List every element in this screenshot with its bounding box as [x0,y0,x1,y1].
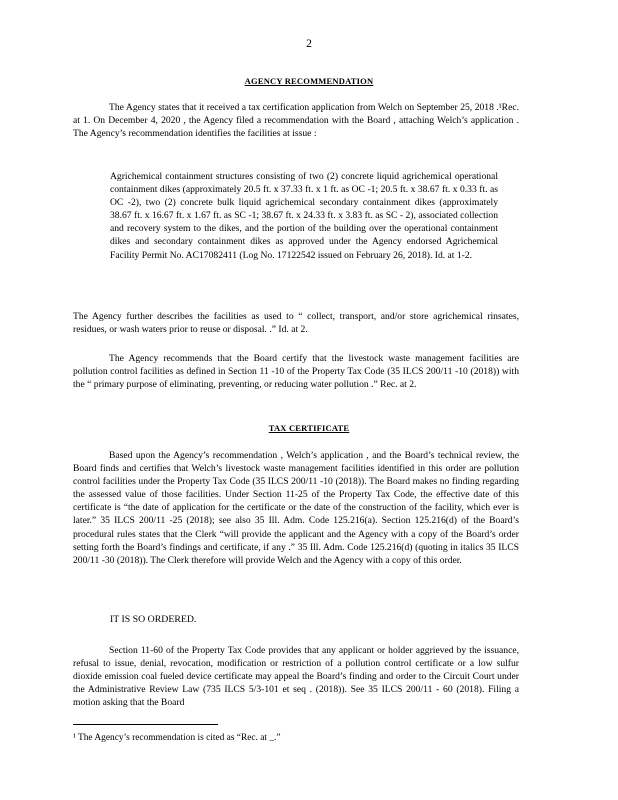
footnote: ¹ The Agency’s recommendation is cited as “Rec. at _.” [73,733,281,743]
paragraph-agency-further-describes: The Agency further describes the facilities as used to “ collect, transport, and/or store agrichemical rinsates, residues, or wash waters prior to reuse or disposal. .” Id. at 2. [73,311,519,336]
paragraph-agency-received: The Agency states that it received a tax certification application from Welch on September 25, 2018 .¹Rec. at 1. On December 4, 2020 , the Agency filed a recommendation with the Board , attaching Welch’s application . The Agency’s recommendation identifies the facilities at issue : [73,102,519,140]
paragraph-agency-recommends: The Agency recommends that the Board certify that the livestock waste management facilities are pollution control facilities as defined in Section 11 -10 of the Property Tax Code (35 ILCS 200/11 -10 (2018)) with the “ primary purpose of eliminating, preventing, or reducing water pollution .” Rec. at 2. [73,353,519,391]
section-heading-tax-certificate: TAX CERTIFICATE [268,423,350,433]
paragraph-board-findings: Based upon the Agency’s recommendation , Welch’s application , and the Board’s technical review, the Board finds and certifies that Welch’s livestock waste management facilities identified in this order are pollution control facilities under the Property Tax Code (35 ILCS 200/11 -10 (2018)). The Board makes no finding regarding the assessed value of those facilities. Under Section 11-25 of the Property Tax Code, the effective date of this certificate is “the date of application for the certificate or the date of the construction of the facility, which ever is later.” 35 ILCS 200/11 -25 (2018); see also 35 Ill. Adm. Code 125.216(a). Section 125.216(d) of the Board’s procedural rules states that the Clerk “will provide the applicant and the Agency with a copy of the Board’s order setting forth the Board’s findings and certificate, if any .” 35 Ill. Adm. Code 125.216(d) (quoting in italics 35 ILCS 200/11 -30 (2018)). The Clerk therefore will provide Welch and the Agency with a copy of this order. [73,450,519,566]
paragraph-appeal-rights: Section 11-60 of the Property Tax Code provides that any applicant or holder aggrieved by the issuance, refusal to issue, denial, revocation, modification or restriction of a pollution control certificate or a low sulfur dioxide emission coal fueled device certificate may appeal the Board’s finding and order to the Circuit Court under the Administrative Review Law (735 ILCS 5/3-101 et seq . (2018)). See 35 ILCS 200/11 - 60 (2018). Filing a motion asking that the Board [73,645,519,709]
page-number: 2 [306,38,312,50]
section-heading-agency-recommendation: AGENCY RECOMMENDATION [244,76,374,86]
footnote-divider [73,724,218,725]
order-statement: IT IS SO ORDERED. [110,614,197,625]
paragraph-facility-description: Agrichemical containment structures consisting of two (2) concrete liquid agrichemical operational containment dikes (approximately 20.5 ft. x 37.33 ft. x 1 ft. as OC -1; 20.5 ft. x 38.67 ft. x 0.33 ft. as OC -2), two (2) concrete bulk liquid agrichemical secondary containment dikes (approximately 38.67 ft. x 16.67 ft. x 1.67 ft. as SC -1; 38.67 ft. x 24.33 ft. x 3.83 ft. as SC - 2), associated collection and recovery system to the dikes, and the portion of the building over the operational containment dikes and secondary containment dikes as approved under the Agency endorsed Agrichemical Facility Permit No. AC17082411 (Log No. 17122542 issued on February 26, 2018). Id. at 1-2. [110,171,498,261]
